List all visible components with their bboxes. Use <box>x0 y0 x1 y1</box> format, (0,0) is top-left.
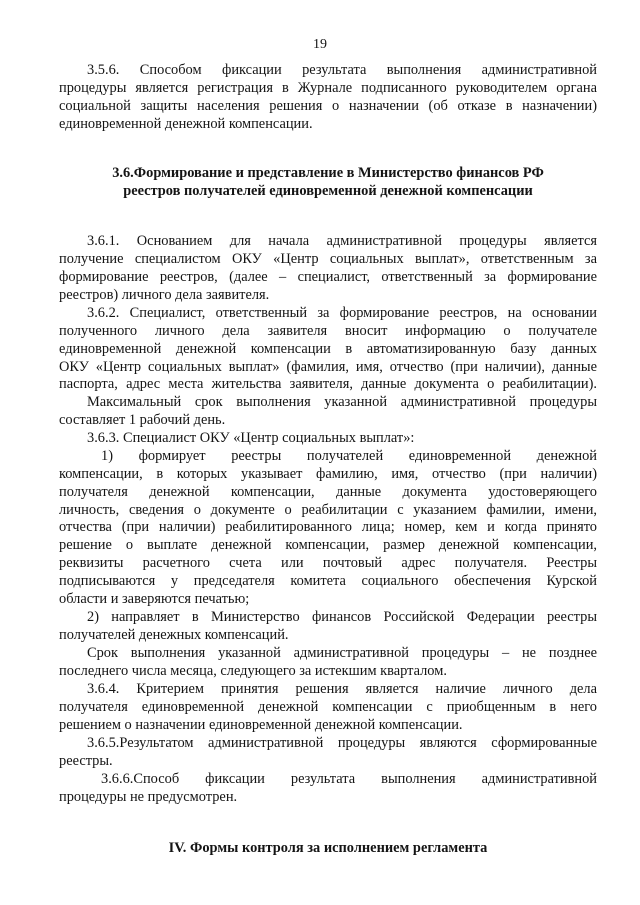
max-term-line-1: Максимальный срок выполнения указанной административной процедуры <box>87 394 597 410</box>
para-3-5-6-line-3: социальной защиты населения решения о назначении (об отказе в назначении) <box>59 98 597 114</box>
para-3-6-1-line-2: получение специалистом ОКУ «Центр социальных выплат», ответственным за <box>59 251 597 267</box>
para-3-6-4-line-2: получателя единовременной денежной компенсации с приобщенным в него <box>59 699 597 715</box>
para-3-6-2-line-4: ОКУ «Центр социальных выплат» (фамилия, имя, отчество (при наличии), данные <box>59 359 597 375</box>
item-2-line-1: 2) направляет в Министерство финансов Российской Федерации реестры <box>87 609 597 625</box>
para-3-6-5-line-2: реестры. <box>59 753 113 769</box>
para-3-6-4-line-1: 3.6.4. Критерием принятия решения является наличие личного дела <box>87 681 597 697</box>
para-3-6-2-line-1: 3.6.2. Специалист, ответственный за формирование реестров, на основании <box>87 305 597 321</box>
section-3-6-heading-line-2: реестров получателей единовременной денежной компенсации <box>123 183 533 199</box>
para-3-6-1-line-4: реестров) личного дела заявителя. <box>59 287 270 303</box>
section-iv-heading: IV. Формы контроля за исполнением регламента <box>168 840 488 856</box>
item-2-line-2: получателей денежных компенсаций. <box>59 627 289 643</box>
para-3-6-2-line-5: паспорта, адрес места жительства заявителя, данные документа о реабилитации). <box>59 376 597 392</box>
item-1-line-1: 1) формирует реестры получателей единовременной денежной <box>101 448 597 464</box>
item-1-line-3: получателя денежной компенсации, данные документа удостоверяющего <box>59 484 597 500</box>
para-3-6-2-line-3: единовременной денежной компенсации в автоматизированную базу данных <box>59 341 597 357</box>
para-3-5-6-line-2: процедуры является регистрация в Журнале подписанного руководителем органа <box>59 80 597 96</box>
para-3-5-6-line-4: единовременной денежной компенсации. <box>59 116 313 132</box>
item-1-line-4: личность, сведения о документе о реабилитации с указанием фамилии, имени, <box>59 502 597 518</box>
item-1-line-9: области и заверяются печатью; <box>59 591 250 607</box>
para-3-6-6-line-1: 3.6.6.Способ фиксации результата выполнения административной <box>101 771 597 787</box>
item-1-line-7: реквизиты расчетного счета или почтовый адрес получателя. Реестры <box>59 555 597 571</box>
deadline-line-1: Срок выполнения указанной административной процедуры – не позднее <box>87 645 597 661</box>
para-3-6-6-line-2: процедуры не предусмотрен. <box>59 789 238 805</box>
para-3-5-6-line-1: 3.5.6. Способом фиксации результата выполнения административной <box>87 62 597 78</box>
item-1-line-2: компенсации, в которых указывает фамилию, имя, отчество (при наличии) <box>59 466 597 482</box>
max-term-line-2: составляет 1 рабочий день. <box>59 412 226 428</box>
para-3-6-5-line-1: 3.6.5.Результатом административной процедуры являются сформированные <box>87 735 597 751</box>
item-1-line-8: подписываются у председателя комитета социального обеспечения Курской <box>59 573 597 589</box>
deadline-line-2: последнего числа месяца, следующего за истекшим кварталом. <box>59 663 447 679</box>
section-3-6-heading-line-1: 3.6.Формирование и представление в Министерство финансов РФ <box>112 165 544 181</box>
para-3-6-3-intro: 3.6.3. Специалист ОКУ «Центр социальных выплат»: <box>87 430 415 446</box>
page-number: 19 <box>313 37 327 52</box>
para-3-6-2-line-2: полученного личного дела заявителя вносит информацию о получателе <box>59 323 597 339</box>
para-3-6-4-line-3: решением о назначении единовременной денежной компенсации. <box>59 717 463 733</box>
item-1-line-5: отчества (при наличии) реабилитированного лица; номер, кем и когда принято <box>59 519 597 535</box>
para-3-6-1-line-3: формирование реестров, (далее – специалист, ответственный за формирование <box>59 269 597 285</box>
item-1-line-6: решение о выплате денежной компенсации, размер денежной компенсации, <box>59 537 597 553</box>
para-3-6-1-line-1: 3.6.1. Основанием для начала административной процедуры является <box>87 233 597 249</box>
